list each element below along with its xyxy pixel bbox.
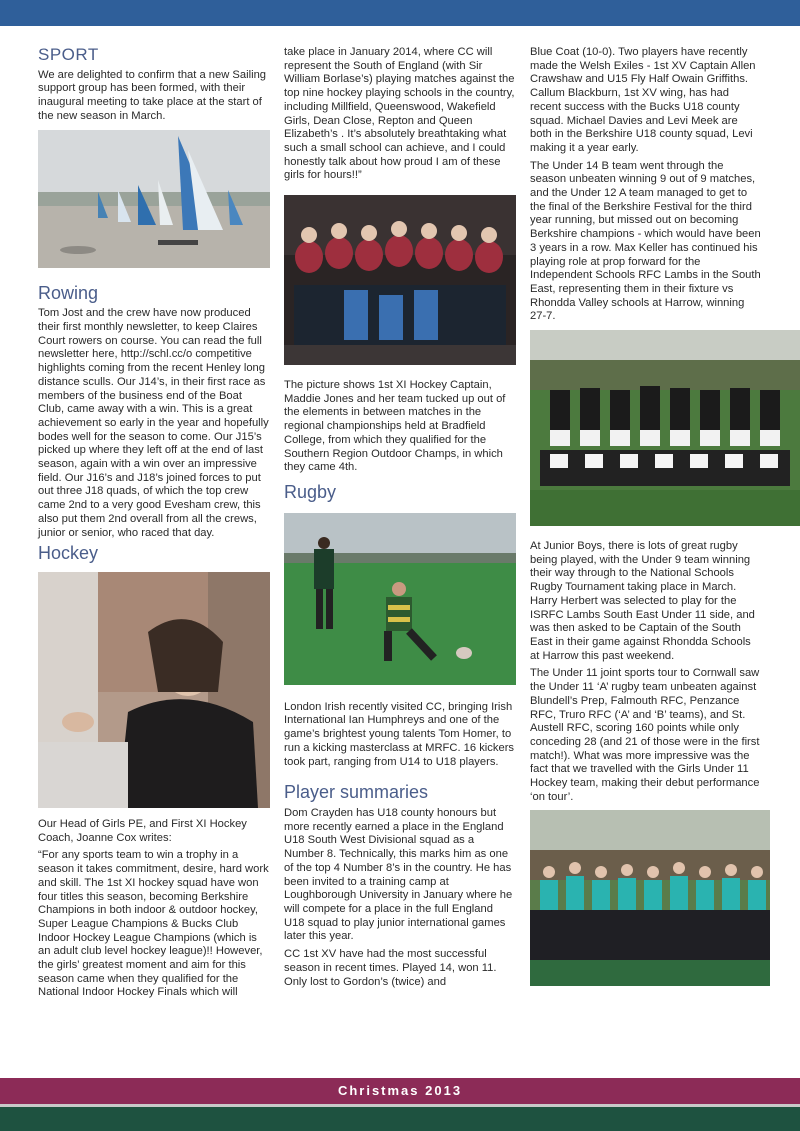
sport-heading: SPORT (38, 45, 99, 64)
rowing-body: Tom Jost and the crew have now produced their first monthly newsletter, to keep Claires Court rowers on course. You can read the full newsletter here, http://schl.cc/o competitive highlights coming from the recent Henley long distance sculls. Our J14’s, in their first race as members of the business end of the Boat Club, came away with a win. This is a great achievement so early in the year and hopefully bodes well for the season to come. Our J15’s picked up where they left off at the end of last season, again with a win over an impressive field. Our J16’s and J18’s joined forces to put out three J18 quads, of which the top crew came 2nd to a very good Evesham crew, this also put them 2nd overall from all the crews, junior or senior, who raced that day. (38, 307, 269, 539)
girls-hockey-team-image (530, 810, 770, 986)
rugby-team-photo (530, 330, 800, 526)
hockey-quote-part2: take place in January 2014, where CC will represent the South of England (with Sir William Borlase’s) playing matches against the top nine hockey playing schools in the country, including Millfield, Queenswood, Wakefield Girls, Dean Close, Repton and Queen Elizabeth’s . It’s absolutely breathtaking what such a small school can achieve, and I could honestly talk about how proud I am of these girls for hours!!” (284, 46, 515, 182)
sailing-photo (38, 130, 270, 268)
london-irish-text: London Irish recently visited CC, bringing Irish International Ian Humphreys and one of the game’s brightest young talents Tom Homer, to run a kicking masterclass at MRFC. 16 kickers took part, ranging from U14 to U18 players. (284, 700, 515, 768)
hockey-team-image (284, 195, 516, 365)
kicking-masterclass-image (284, 513, 516, 685)
kicking-photo (284, 513, 516, 685)
player-summary-p2a: CC 1st XV have had the most successful season in recent times. Played 14, won 11. Only lost to Gordon’s (twice) and (284, 948, 497, 988)
hockey-team-caption: The picture shows 1st XI Hockey Captain, Maddie Jones and her team tucked up out of the elements in between matches in the regional championships held at Bradfield College, from which they qualified for the Southern Region Outdoor Champs, in which they came 4th. (284, 379, 506, 474)
player-summaries-heading: Player summaries (284, 782, 429, 803)
rowing-heading: Rowing (38, 282, 99, 303)
coach-photo (38, 572, 270, 808)
footer-base (0, 1104, 800, 1131)
rugby-team-image (530, 330, 800, 526)
hockey-coach-image (38, 572, 270, 808)
player-summary-p5: The Under 11 joint sports tour to Cornwall saw the Under 11 ‘A’ rugby team unbeaten against Blundell’s Prep, Falmouth RFC, Penzance RFC, Truro RFC (‘A’ and ‘B’ teams), and St. Austell RFC, scoring 160 points while only conceding 28 (and 21 of those were in the first match!). What was more impressive was the fact that we travelled with the Girls Under 11 Hockey team, making their debut performance ‘on tour’. (530, 667, 760, 803)
sailing-boats-image (38, 130, 270, 268)
footer-divider (0, 1104, 800, 1107)
hockey-heading: Hockey (38, 543, 99, 564)
hockey-quote-part1: “For any sports team to win a trophy in a season it takes commitment, desire, hard work and skill. The 1st XI hockey squad have won four titles this season, becoming Berkshire Champions in both indoor & outdoor hockey, Super League Champions & Bucks Club Indoor Hockey League Champions (which is an adult club level hockey league)!! However, the girls’ greatest moment and aim for this season came when they qualified for the National Indoor Hockey Finals which will (38, 849, 269, 999)
player-summary-p2b: Blue Coat (10-0). Two players have recently made the Welsh Exiles - 1st XV Captain Allen Crawshaw and U15 Fly Half Owain Griffiths. Callum Blackburn, 1st XV wing, has had recent success with the Bucks U18 county squad. Michael Davies and Levi Meek are both in the Berkshire U18 county squad, Levi making it a year early. (530, 46, 756, 154)
column-left (38, 40, 270, 1004)
player-summary-p3: The Under 14 B team went through the season unbeaten winning 9 out of 9 matches, and the Under 12 A team managed to get to the final of the Berkshire Festival for the third year running, but missed out on becoming Berkshire champions - which would have been 3 years in a row. Max Keller has continued his playing role at prop forward for the Independent Schools RFC Lambs in the South East, representing them in their fixture vs Rhondda Valley schools at Harrow, winning 27-7. (530, 159, 761, 323)
top-banner (0, 0, 800, 26)
rugby-heading: Rugby (284, 481, 337, 502)
column-middle (284, 46, 516, 993)
sport-intro: We are delighted to confirm that a new Sailing support group has been formed, with their inaugural meeting to take place at the start of the new season in March. (38, 68, 267, 122)
girls-hockey-photo (530, 810, 770, 986)
player-summary-p1: Dom Crayden has U18 county honours but more recently earned a place in the England U18 South West Divisional squad as a Number 8. Technically, this marks him as one of the top 4 Number 8’s in the country. He has been invited to a training camp at Loughborough University in January where he will compete for a place in the full England U18 squad to play junior international games later this year. (284, 807, 513, 943)
player-summary-p4: At Junior Boys, there is lots of great rugby being played, with the Under 9 team winning their way through to the National Schools Rugby Tournament taking place in March. Harry Herbert was selected to play for the ISRFC Lambs South East Under 11 side, and was then asked to be Captain of the South East in their game against Rhondda Schools at Harrow this past weekend. (530, 540, 755, 662)
column-right (530, 46, 762, 986)
hockey-caption-intro: Our Head of Girls PE, and First XI Hockey Coach, Joanne Cox writes: (38, 818, 247, 844)
footer-label: Christmas 2013 (337, 1083, 463, 1098)
hockey-team-photo (284, 195, 516, 365)
